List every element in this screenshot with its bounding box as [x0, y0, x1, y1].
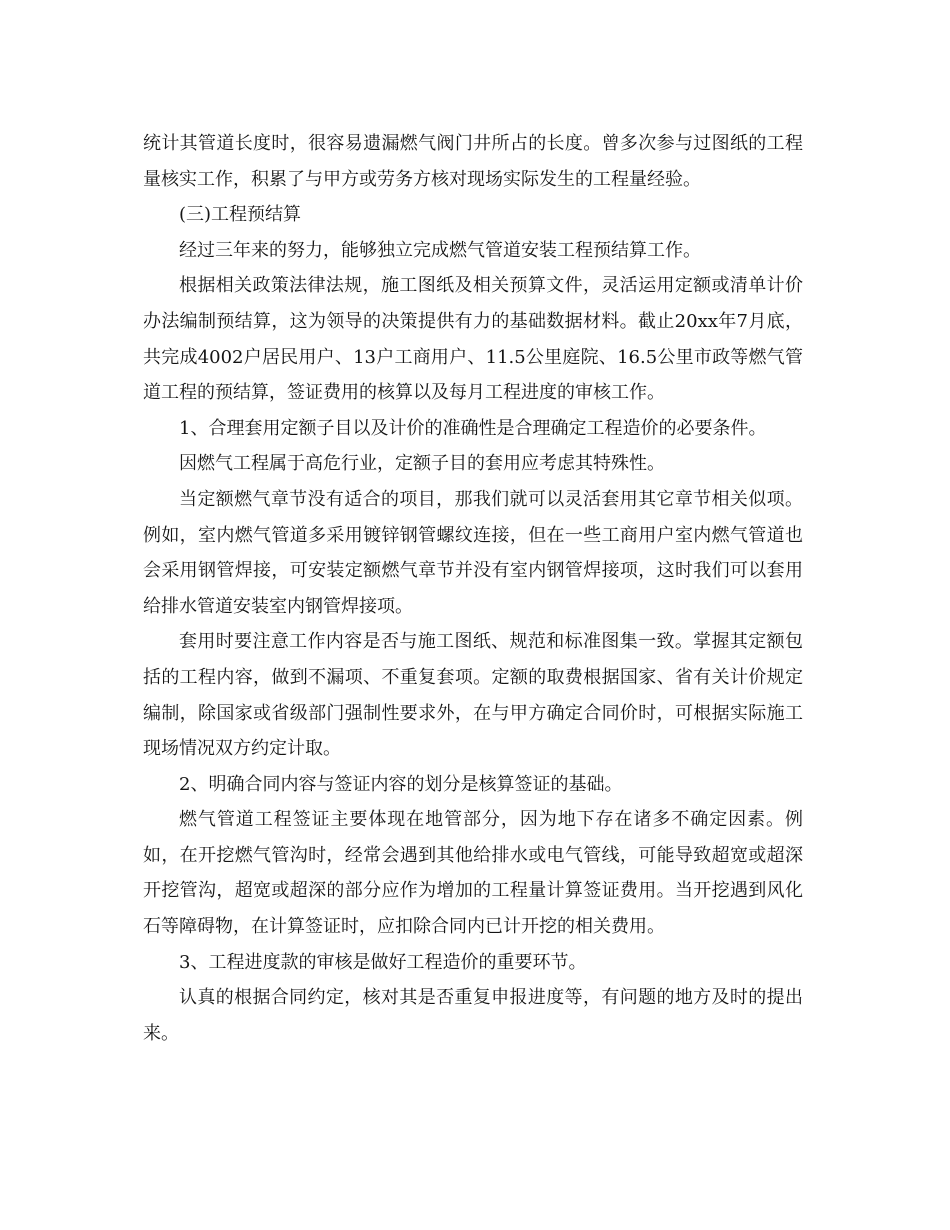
paragraph: 套用时要注意工作内容是否与施工图纸、规范和标准图集一致。掌握其定额包括的工程内容，做到不漏项、不重复套项。定额的取费根据国家、省有关计价规定编制，除国家或省级部门强制性要求外，在与甲方确定合同价时，可根据实际施工现场情况双方约定计取。 — [143, 631, 803, 760]
paragraph: 燃气管道工程签证主要体现在地管部分，因为地下存在诸多不确定因素。例如，在开挖燃气管沟时，经常会遇到其他给排水或电气管线，可能导致超宽或超深开挖管沟，超宽或超深的部分应作为增加的工程量计算签证费用。当开挖遇到风化石等障碍物，在计算签证时，应扣除合同内已计开挖的相关费用。 — [143, 809, 803, 938]
paragraph: 经过三年来的努力，能够独立完成燃气管道安装工程预结算工作。 — [179, 239, 701, 261]
numbered-point-1: 1、合理套用定额子目以及计价的准确性是合理确定工程造价的必要条件。 — [179, 417, 767, 439]
paragraph: 认真的根据合同约定，核对其是否重复申报进度等，有问题的地方及时的提出来。 — [143, 987, 803, 1044]
paragraph: 因燃气工程属于高危行业，定额子目的套用应考虑其特殊性。 — [179, 453, 665, 475]
numbered-point-3: 3、工程进度款的审核是做好工程造价的重要环节。 — [179, 951, 587, 973]
numbered-point-2: 2、明确合同内容与签证内容的划分是核算签证的基础。 — [179, 773, 623, 795]
paragraph-continuation: 统计其管道长度时，很容易遗漏燃气阀门井所占的长度。曾多次参与过图纸的工程量核实工作，积累了与甲方或劳务方核对现场实际发生的工程量经验。 — [143, 133, 803, 190]
document-body — [143, 126, 803, 1051]
section-heading-budget-settlement: (三)工程预结算 — [179, 204, 302, 226]
paragraph: 根据相关政策法律法规，施工图纸及相关预算文件，灵活运用定额或清单计价办法编制预结算，这为领导的决策提供有力的基础数据材料。截止20xx年7月底，共完成4002户居民用户、13户工商用户、11.5公里庭院、16.5公里市政等燃气管道工程的预结算，签证费用的核算以及每月工程进度的审核工作。 — [143, 275, 803, 404]
paragraph: 当定额燃气章节没有适合的项目，那我们就可以灵活套用其它章节相关似项。例如，室内燃气管道多采用镀锌钢管螺纹连接，但在一些工商用户室内燃气管道也会采用钢管焊接，可安装定额燃气章节并没有室内钢管焊接项，这时我们可以套用给排水管道安装室内钢管焊接项。 — [143, 488, 803, 617]
